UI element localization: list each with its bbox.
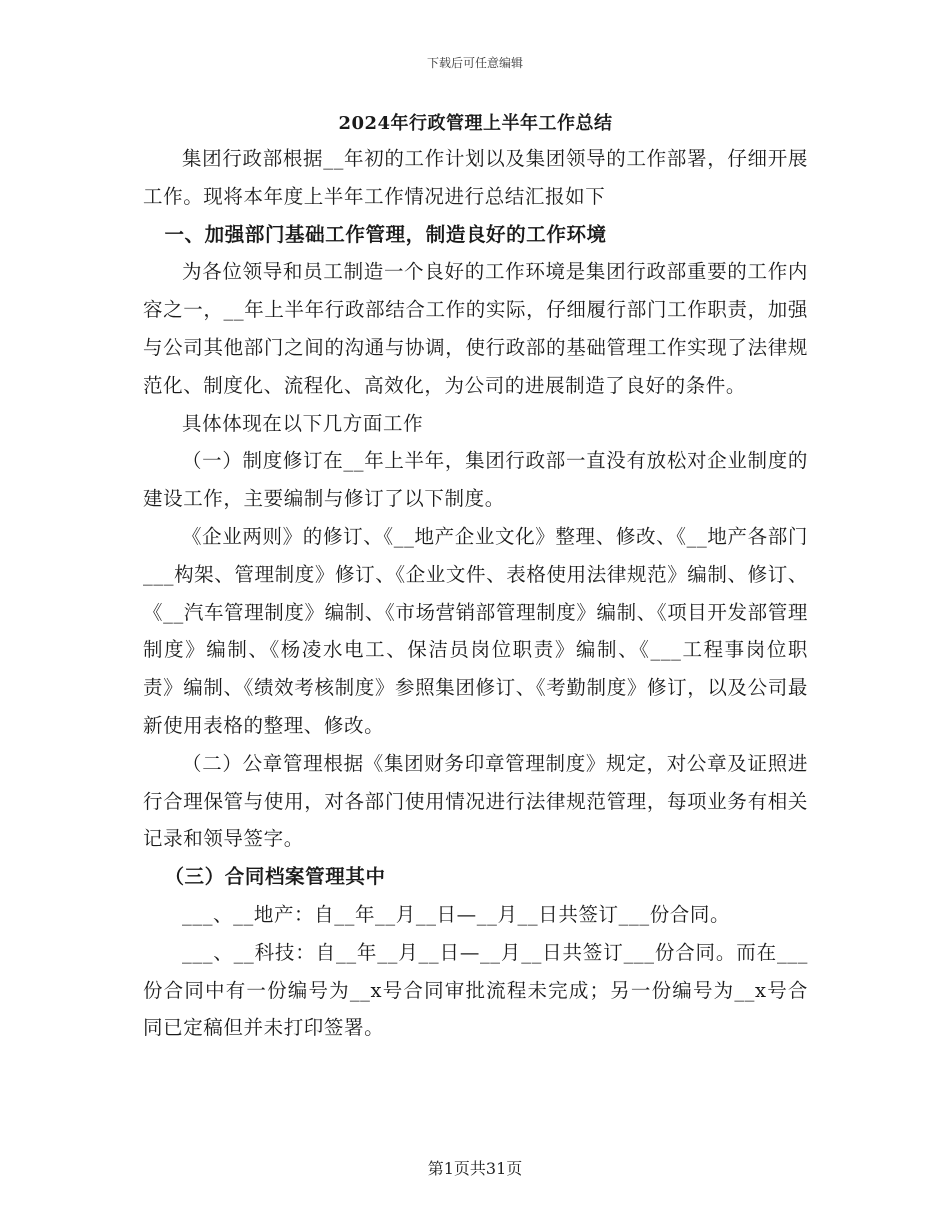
item-3-line-1: ___、__地产：自__年__月__日—__月__日共签订___份合同。 [182,902,731,926]
item-1-list: 《企业两则》的修订、《__地产企业文化》整理、修改、《__地产各部门___构架、管理制度》修订、《企业文件、表格使用法律规范》编制、修订、《__汽车管理制度》编制、《市场营销部管理制度》编制、《项目开发部管理制度》编制、《杨凌水电工、保洁员岗位职责》编制、《___工程事岗位职责》编制、《绩效考核制度》参照集团修订、《考勤制度》修订，以及公司最新使用表格的整理、修改。 [143,524,808,737]
page-footer: 第1页共31页 [427,1159,523,1178]
item-1-paragraph: （一）制度修订在__年上半年，集团行政部一直没有放松对企业制度的建设工作，主要编制与修订了以下制度。 [143,449,808,511]
section-1-lead: 具体体现在以下几方面工作 [182,411,424,435]
item-2-paragraph: （二）公章管理根据《集团财务印章管理制度》规定，对公章及证照进行合理保管与使用，对各部门使用情况进行法律规范管理，每项业务有相关记录和领导签字。 [143,751,808,851]
section-1-heading: 一、加强部门基础工作管理，制造良好的工作环境 [164,222,607,246]
item-3-heading: （三）合同档案管理其中 [164,865,386,889]
item-3-line-2: ___、__科技：自__年__月__日—__月__日共签订___份合同。而在___份合同中有一份编号为__x号合同审批流程未完成；另一份编号为__x号合同已定稿但并未打印签署。 [143,940,808,1040]
header-note: 下载后可任意编辑 [426,56,523,70]
document-title: 2024年行政管理上半年工作总结 [338,113,613,134]
document-body [143,110,808,1047]
section-1-paragraph: 为各位领导和员工制造一个良好的工作环境是集团行政部重要的工作内容之一，__年上半年行政部结合工作的实际，仔细履行部门工作职责，加强与公司其他部门之间的沟通与协调，使行政部的基础管理工作实现了法律规范化、制度化、流程化、高效化，为公司的进展制造了良好的条件。 [143,260,808,397]
intro-paragraph: 集团行政部根据__年初的工作计划以及集团领导的工作部署，仔细开展工作。现将本年度上半年工作情况进行总结汇报如下 [143,147,808,208]
